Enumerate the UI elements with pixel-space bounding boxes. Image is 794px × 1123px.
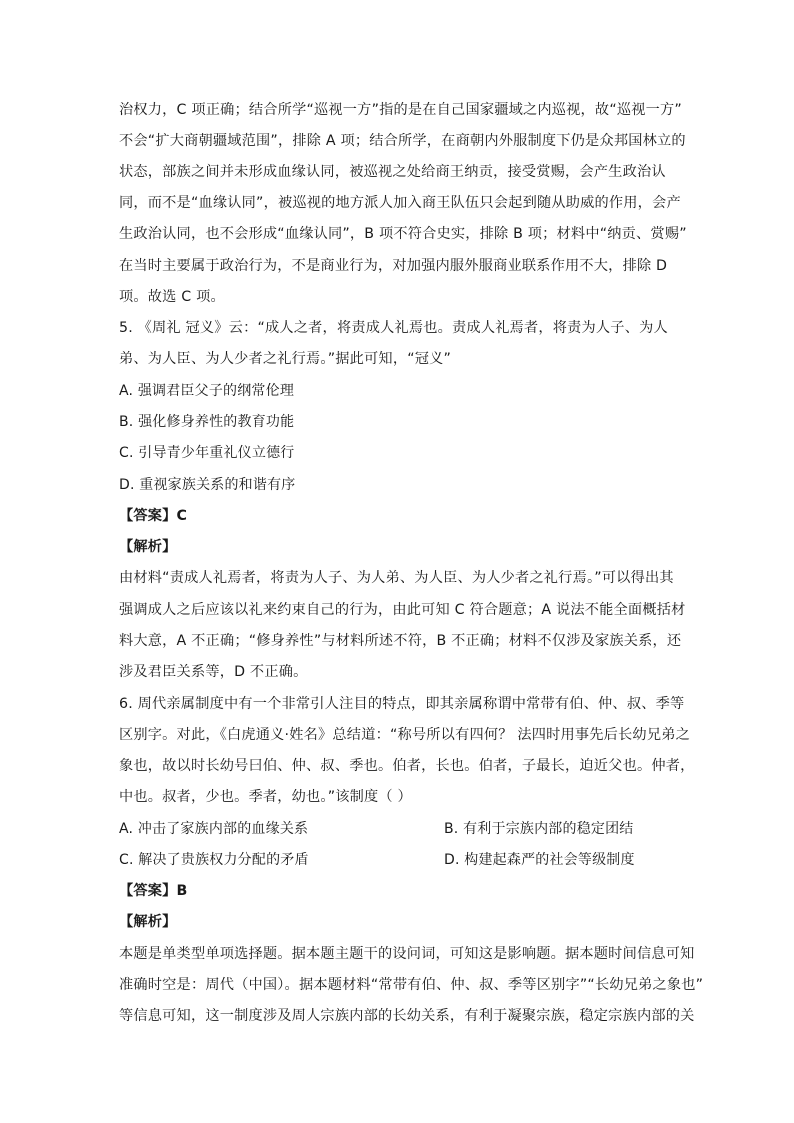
- explanation-line: 同，而不是“血缘认同”，被巡视的地方派人加入商王队伍只会起到随从助威的作用，会产: [119, 195, 681, 211]
- explanation-line: 项。故选 C 项。: [119, 289, 225, 305]
- option-a: A. 强调君臣父子的纲常伦理: [119, 383, 295, 399]
- answer-label: 【答案】C: [119, 508, 188, 524]
- question-5-stem: 弟、为人臣、为人少者之礼行焉。”据此可知，“冠义”: [119, 351, 452, 367]
- question-6-stem: 区别字。对此，《白虎通义·姓名》总结道：“称号所以有四何？ 法四时用事先后长幼兄弟之: [119, 727, 690, 743]
- analysis-line: 涉及君臣关系等，D 不正确。: [119, 664, 308, 680]
- option-c: C. 引导青少年重礼仪立德行: [119, 445, 295, 461]
- analysis-line: 强调成人之后应该以礼来约束自己的行为，由此可知 C 符合题意；A 说法不能全面概括材: [119, 602, 686, 618]
- explanation-line: 在当时主要属于政治行为，不是商业行为，对加强内服外服商业联系作用不大，排除 D: [119, 258, 668, 274]
- answer-label: 【答案】B: [119, 883, 188, 899]
- option-d: D. 重视家族关系的和谐有序: [119, 477, 296, 493]
- option-c: C. 解决了贵族权力分配的矛盾: [119, 852, 309, 868]
- analysis-line: 准确时空是：周代（中国）。据本题材料“常带有伯、仲、叔、季等区别字”“长幼兄弟之象也”: [119, 977, 704, 993]
- option-b: B. 强化修身养性的教育功能: [119, 414, 295, 430]
- option-b: B. 有利于宗族内部的稳定团结: [444, 821, 634, 837]
- explanation-line: 治权力，C 项正确；结合所学“巡视一方”指的是在自己国家疆域之内巡视，故“巡视一方”: [119, 102, 682, 118]
- analysis-line: 由材料“责成人礼焉者，将责为人子、为人弟、为人臣、为人少者之礼行焉。”可以得出其: [119, 570, 674, 586]
- question-5-stem: 5. 《周礼 冠义》云：“成人之者，将责成人礼焉也。责成人礼焉者，将责为人子、为人: [119, 320, 668, 336]
- analysis-line: 等信息可知，这一制度涉及周人宗族内部的长幼关系，有利于凝聚宗族，稳定宗族内部的关: [119, 1008, 695, 1024]
- question-6-stem: 中也。叔者，少也。季者，幼也。”该制度（ ）: [119, 789, 412, 805]
- explanation-line: 生政治认同，也不会形成“血缘认同”，B 项不符合史实，排除 B 项；材料中“纳贡、赏赐”: [119, 226, 687, 242]
- question-6-stem: 6. 周代亲属制度中有一个非常引人注目的特点，即其亲属称谓中常带有伯、仲、叔、季等: [119, 696, 685, 712]
- explanation-line: 状态，部族之间并未形成血缘认同，被巡视之处给商王纳贡，接受赏赐，会产生政治认: [119, 164, 666, 180]
- analysis-label: 【解析】: [119, 914, 177, 930]
- explanation-line: 不会“扩大商朝疆域范围”，排除 A 项；结合所学，在商朝内外服制度下仍是众邦国林立的: [119, 133, 686, 149]
- analysis-label: 【解析】: [119, 539, 177, 555]
- analysis-line: 料大意，A 不正确；“修身养性”与材料所述不符，B 不正确；材料不仅涉及家族关系，还: [119, 633, 682, 649]
- analysis-line: 本题是单类型单项选择题。据本题主题干的设问词，可知这是影响题。据本题时间信息可知: [119, 946, 695, 962]
- question-6-stem: 象也，故以时长幼号曰伯、仲、叔、季也。伯者，长也。伯者，子最长，迫近父也。仲者，: [119, 758, 695, 774]
- option-d: D. 构建起森严的社会等级制度: [444, 852, 635, 868]
- option-a: A. 冲击了家族内部的血缘关系: [119, 821, 309, 837]
